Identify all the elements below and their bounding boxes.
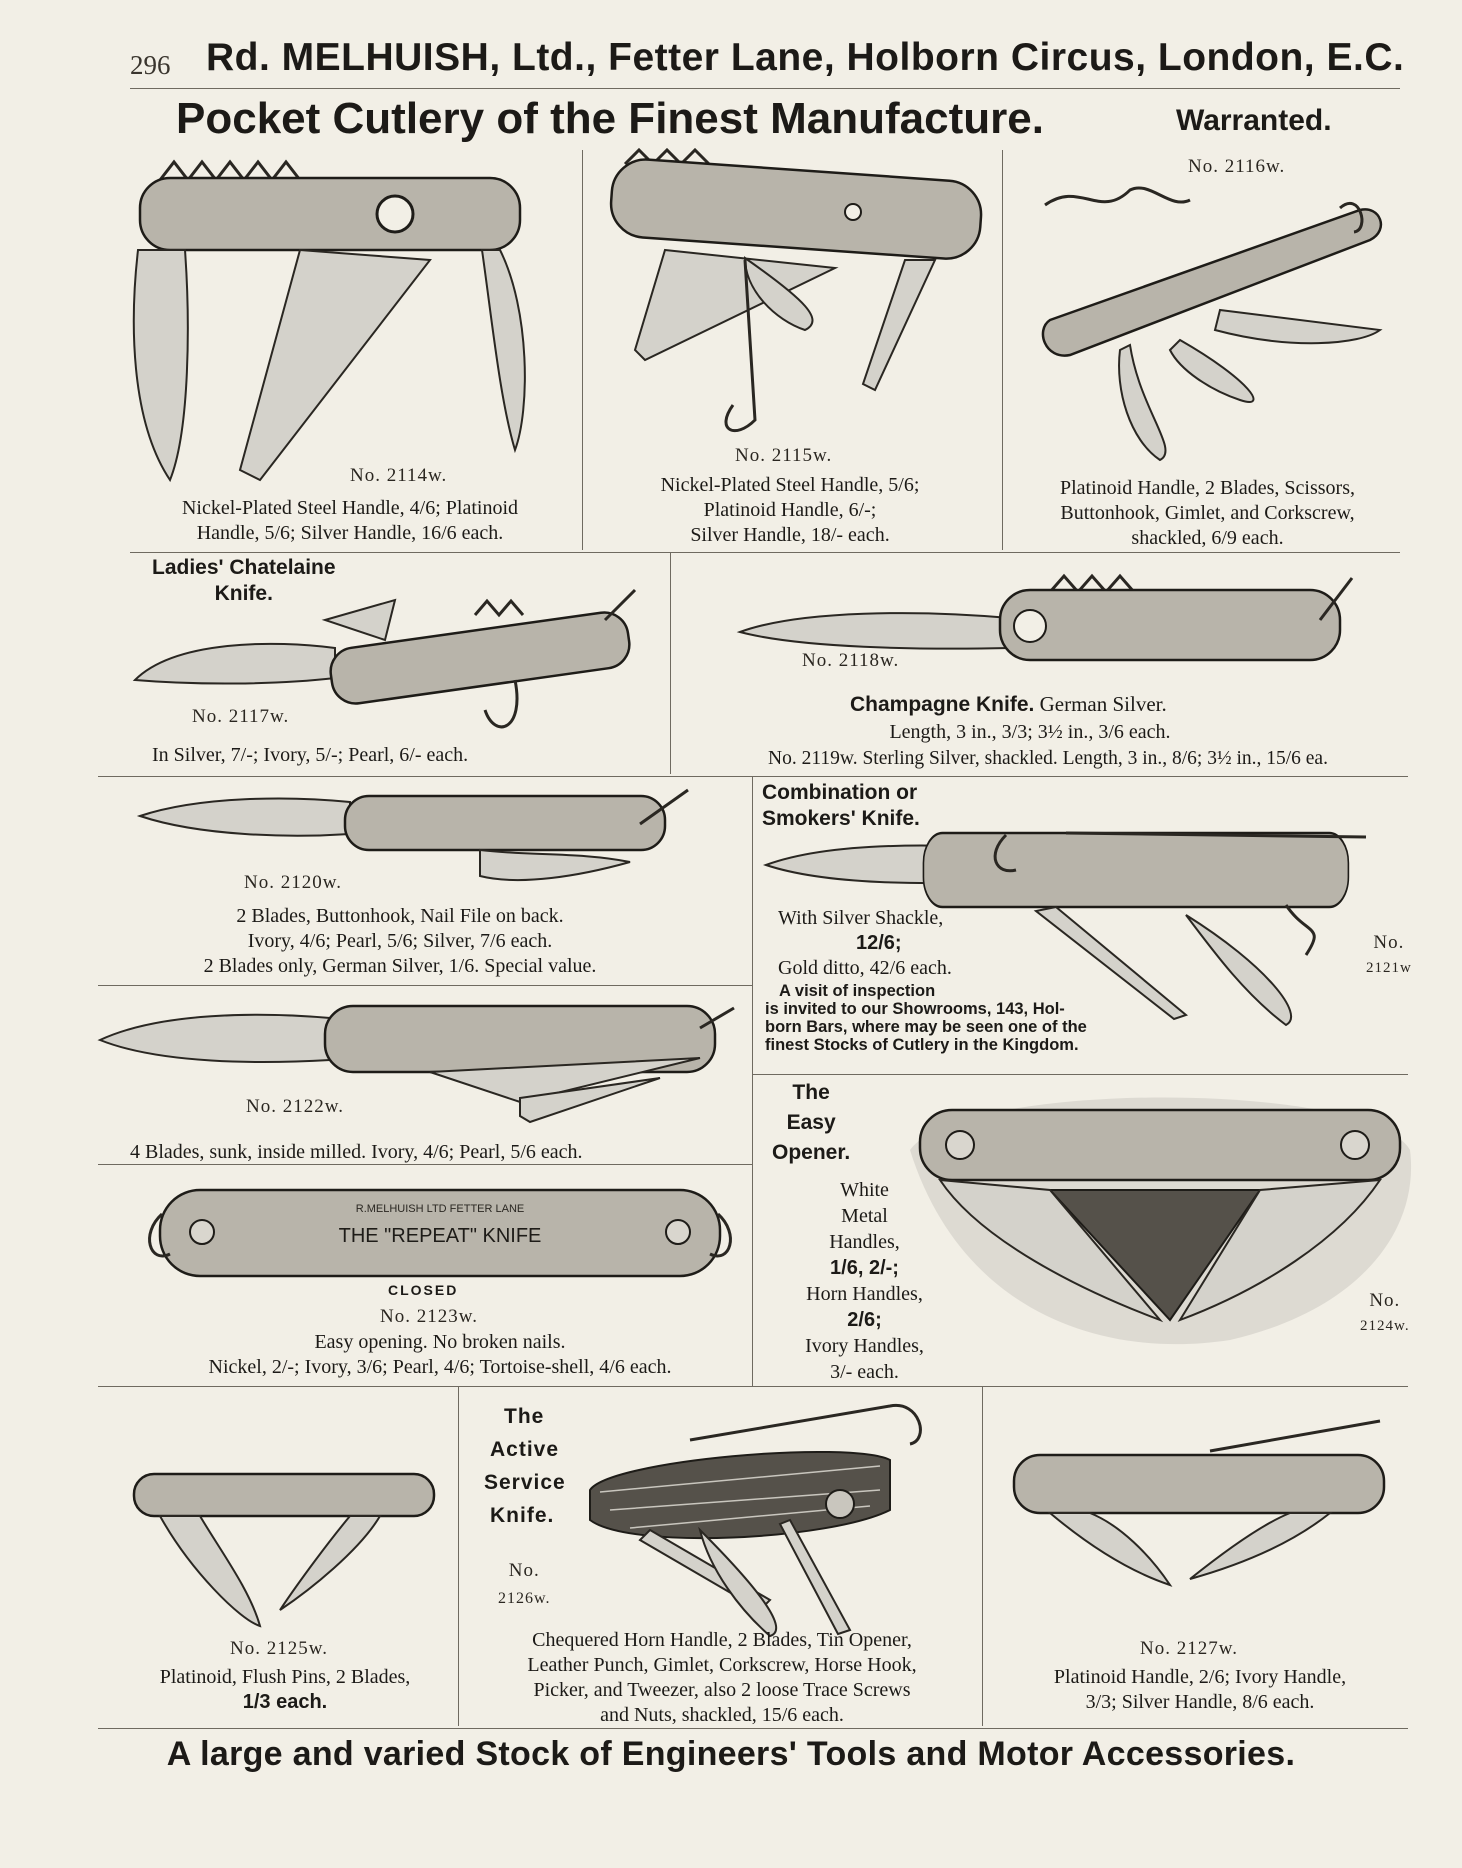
- knife-2124-caption: White Metal Handles, 1/6, 2/-; Horn Handles, 2/6; Ivory Handles, 3/- each.: [805, 1179, 924, 1383]
- knife-2122-caption: 4 Blades, sunk, inside milled. Ivory, 4/6; Pearl, 5/6 each.: [130, 1141, 583, 1163]
- divider: [1002, 150, 1003, 550]
- showroom-notice: A visit of inspection is invited to our Showrooms, 143, Hol- born Bars, where may be seen one of the finest Stocks of Cutlery in the Kingdom.: [765, 982, 1087, 1054]
- knife-2118-heading: Champagne Knife. German Silver.: [850, 692, 1167, 716]
- knife-2117-caption: In Silver, 7/-; Ivory, 5/-; Pearl, 6/- each.: [152, 744, 469, 766]
- knife-2122-number: No. 2122w.: [246, 1096, 344, 1117]
- firm-header: Rd. MELHUISH, Ltd., Fetter Lane, Holborn Circus, London, E.C.: [206, 36, 1405, 79]
- knife-2127-illustration: [1010, 1415, 1390, 1595]
- divider: [458, 1386, 459, 1726]
- knife-2127-caption: Platinoid Handle, 2/6; Ivory Handle, 3/3; Silver Handle, 8/6 each.: [1053, 1666, 1347, 1713]
- warranted-label: Warranted.: [1176, 104, 1332, 137]
- header-rule: [130, 88, 1400, 89]
- knife-2123-number: No. 2123w.: [380, 1306, 478, 1327]
- divider: [98, 1728, 1408, 1729]
- knife-2122-illustration: [100, 998, 740, 1138]
- repeat-knife-engraving: THE "REPEAT" KNIFE: [338, 1225, 542, 1247]
- footer-advert: A large and varied Stock of Engineers' Tools and Motor Accessories.: [166, 1735, 1296, 1773]
- knife-2124-heading: The Easy Opener.: [772, 1081, 851, 1164]
- knife-2118-number: No. 2118w.: [802, 650, 900, 671]
- repeat-knife-maker-engraving: R.MELHUISH LTD FETTER LANE: [355, 1203, 525, 1215]
- knife-2125-caption: Platinoid, Flush Pins, 2 Blades, 1/3 each.: [159, 1666, 411, 1713]
- knife-2123-caption: Easy opening. No broken nails. Nickel, 2/-; Ivory, 3/6; Pearl, 4/6; Tortoise-shell, 4/6 each.: [208, 1331, 672, 1378]
- knife-2116-illustration: [1040, 180, 1390, 460]
- divider: [982, 1386, 983, 1726]
- knife-2115-caption: Nickel-Plated Steel Handle, 5/6; Platinoid Handle, 6/-; Silver Handle, 18/- each.: [660, 474, 920, 546]
- page-number: 296: [130, 50, 171, 80]
- knife-2120-caption: 2 Blades, Buttonhook, Nail File on back. Ivory, 4/6; Pearl, 5/6; Silver, 7/6 each. 2 Blades only, German Silver, 1/6. Special value.: [203, 905, 597, 977]
- knife-2123-illustration: [140, 1174, 740, 1290]
- knife-2125-number: No. 2125w.: [230, 1638, 328, 1659]
- knife-2125-illustration: [130, 1470, 440, 1630]
- page-title: Pocket Cutlery of the Finest Manufacture.: [176, 94, 1044, 143]
- knife-2117-illustration: [135, 560, 635, 710]
- divider: [98, 1386, 1408, 1387]
- knife-2118-caption: Length, 3 in., 3/3; 3½ in., 3/6 each.: [889, 721, 1171, 743]
- knife-2117-heading: Ladies' Chatelaine Knife.: [152, 556, 336, 605]
- knife-2127-number: No. 2127w.: [1140, 1638, 1238, 1659]
- divider: [752, 776, 753, 1386]
- knife-2116-number: No. 2116w.: [1188, 156, 1286, 177]
- knife-2123-closed-label: CLOSED: [388, 1282, 459, 1298]
- knife-2114-caption: Nickel-Plated Steel Handle, 4/6; Platinoid Handle, 5/6; Silver Handle, 16/6 each.: [181, 497, 519, 544]
- knife-2115-illustration: [605, 150, 985, 435]
- divider: [582, 150, 583, 550]
- knife-2120-number: No. 2120w.: [244, 872, 342, 893]
- knife-2120-illustration: [140, 786, 700, 906]
- knife-2121-caption: With Silver Shackle, 12/6; Gold ditto, 42/6 each.: [778, 907, 952, 979]
- knife-2119-caption: No. 2119w. Sterling Silver, shackled. Length, 3 in., 8/6; 3½ in., 15/6 ea.: [768, 748, 1328, 769]
- knife-2124-number: No. 2124w.: [1360, 1290, 1410, 1334]
- knife-2126-illustration: [590, 1400, 960, 1640]
- divider: [98, 776, 1408, 777]
- knife-2117-number: No. 2117w.: [192, 706, 290, 727]
- knife-2126-heading: The Active Service Knife.: [484, 1405, 566, 1527]
- knife-2121-heading: Combination or Smokers' Knife.: [762, 781, 920, 830]
- knife-2121-number: No. 2121w: [1366, 932, 1412, 976]
- knife-2126-number: No. 2126w.: [498, 1560, 551, 1607]
- divider: [130, 552, 1400, 553]
- divider: [670, 552, 671, 774]
- knife-2116-caption: Platinoid Handle, 2 Blades, Scissors, Buttonhook, Gimlet, and Corkscrew, shackled, 6/9 each.: [1060, 477, 1355, 549]
- knife-2115-number: No. 2115w.: [735, 445, 833, 466]
- knife-2126-caption: Chequered Horn Handle, 2 Blades, Tin Opener, Leather Punch, Gimlet, Corkscrew, Horse Hook, Picker, and Tweezer, also 2 loose Trace Screws and Nuts, shackled, 15/6 each.: [527, 1629, 917, 1726]
- knife-2114-illustration: [130, 150, 570, 480]
- divider: [98, 985, 752, 986]
- knife-2114-number: No. 2114w.: [350, 465, 448, 486]
- divider: [752, 1074, 1408, 1075]
- knife-2124-illustration: [900, 1090, 1420, 1360]
